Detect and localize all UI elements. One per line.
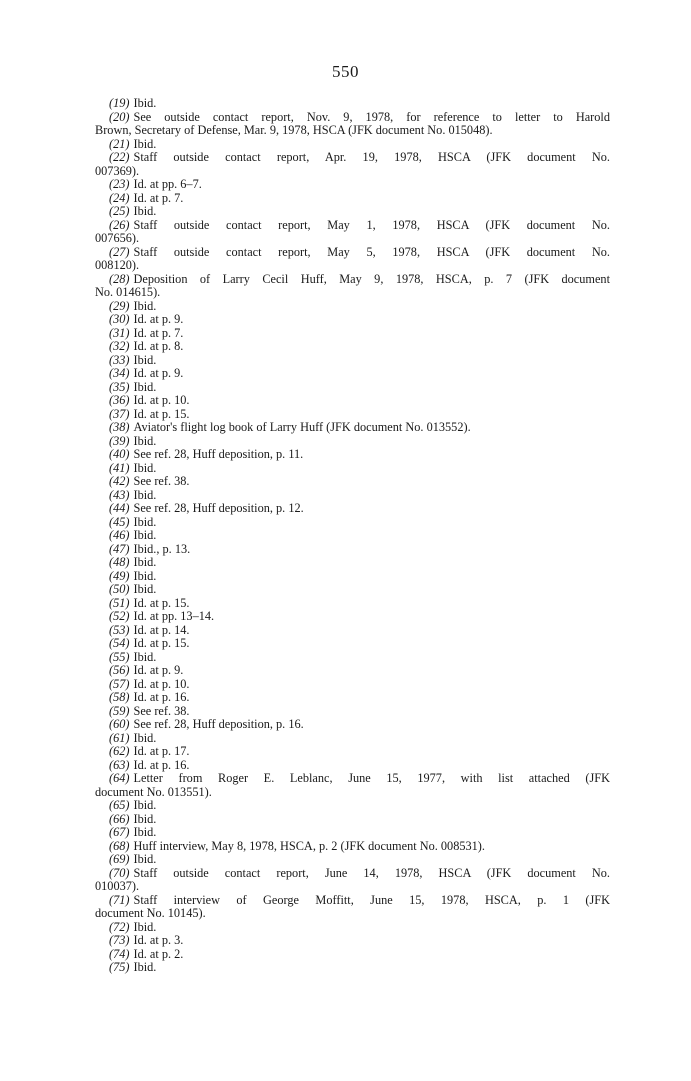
footnote-item [95,421,610,435]
footnote-first-line [95,948,610,962]
footnote-item [95,597,610,611]
footnote-item [95,408,610,422]
footnote-text: Id. at p. 10. [133,393,190,407]
footnote-text: See ref. 28, Huff deposition, p. 12. [133,501,304,515]
footnote-first-line [95,529,610,543]
footnote-item [95,691,610,705]
footnote-item [95,651,610,665]
footnote-first-line [95,759,610,773]
footnote-number: (28) [109,271,130,286]
footnote-text: Ibid. [133,811,157,826]
footnote-item [95,732,610,746]
footnote-list [95,97,610,975]
footnote-first-line [95,799,610,813]
footnote-number: (29) [109,298,130,313]
footnote-number: (43) [109,487,130,502]
footnote-item [95,867,610,894]
footnote-number: (62) [109,744,130,758]
footnote-first-line [95,192,610,206]
footnote-item [95,516,610,530]
footnote-item [95,192,610,206]
footnote-first-line [95,826,610,840]
footnote-item [95,273,610,300]
footnote-number: (60) [109,717,130,731]
footnote-text: Ibid. [133,528,157,542]
footnote-first-line [95,691,610,705]
footnote-first-line [95,813,610,827]
footnote-first-line [95,408,610,422]
footnote-number: (34) [109,366,130,380]
footnote-first-line [95,961,610,975]
footnote-text: Ibid., p. 13. [133,541,191,556]
footnote-first-line [95,610,610,624]
footnote-first-line [95,543,610,557]
footnote-number: (50) [109,582,130,596]
footnote-text: Letter from Roger E. Leblanc, June 15, 1977, with list attached (JFK [133,771,610,785]
footnote-number: (67) [109,825,130,839]
footnote-text: Ibid. [133,487,157,502]
footnote-number: (45) [109,514,130,529]
footnote-item [95,475,610,489]
footnote-number: (31) [109,325,130,340]
footnote-text: Ibid. [133,298,157,313]
footnote-number: (37) [109,406,130,421]
footnote-first-line [95,138,610,152]
footnote-number: (55) [109,649,130,664]
footnote-first-line [95,246,610,260]
footnote-first-line [95,732,610,746]
footnote-number: (64) [109,771,130,785]
footnote-first-line [95,583,610,597]
footnote-item [95,799,610,813]
footnote-number: (53) [109,622,130,637]
footnote-first-line [95,300,610,314]
footnote-item [95,948,610,962]
footnote-item [95,489,610,503]
footnote-first-line [95,853,610,867]
footnote-first-line [95,151,610,165]
footnote-number: (23) [109,177,130,191]
footnote-text: Id. at p. 10. [133,676,190,691]
footnote-text: Staff outside contact report, Apr. 19, 1978, HSCA (JFK document No. [133,150,610,164]
footnote-number: (44) [109,501,130,515]
footnote-first-line [95,705,610,719]
footnote-item [95,367,610,381]
footnote-continuation: 007656). [95,231,140,245]
footnote-first-line [95,111,610,125]
footnote-continuation: 008120). [95,258,140,272]
footnote-item [95,300,610,314]
footnote-text: See ref. 38. [133,474,190,488]
footnote-continuation: Brown, Secretary of Defense, Mar. 9, 1978, HSCA (JFK document No. 015048). [95,123,493,137]
footnote-item [95,813,610,827]
footnote-item [95,853,610,867]
footnote-first-line [95,462,610,476]
footnote-number: (51) [109,595,130,610]
footnote-text: Id. at p. 14. [133,622,190,637]
footnote-text: Aviator's flight log book of Larry Huff (JFK document No. 013552). [133,420,471,434]
footnote-item [95,543,610,557]
footnote-number: (42) [109,474,130,488]
footnote-item [95,556,610,570]
footnote-text: See ref. 28, Huff deposition, p. 16. [133,717,304,731]
footnote-text: See outside contact report, Nov. 9, 1978, for reference to letter to Harold [133,109,610,124]
footnote-first-line [95,556,610,570]
footnote-text: Id. at p. 3. [133,933,184,947]
footnote-first-line [95,205,610,219]
footnote-text: Ibid. [133,379,157,394]
footnote-text: Id. at p. 16. [133,757,190,772]
footnote-text: Ibid. [133,96,157,110]
footnote-first-line [95,327,610,341]
footnote-item [95,961,610,975]
footnote-item [95,246,610,273]
footnote-item [95,354,610,368]
footnote-first-line [95,921,610,935]
footnote-first-line [95,97,610,111]
footnote-item [95,772,610,799]
footnote-text: Id. at p. 16. [133,690,190,704]
footnote-number: (61) [109,730,130,745]
footnote-item [95,502,610,516]
footnote-number: (59) [109,703,130,718]
footnote-first-line [95,597,610,611]
footnote-text: Ibid. [133,352,157,367]
footnote-first-line [95,475,610,489]
footnote-text: Id. at p. 15. [133,406,190,421]
footnote-item [95,718,610,732]
footnote-item [95,826,610,840]
footnote-item [95,205,610,219]
footnote-first-line [95,354,610,368]
footnote-number: (21) [109,136,130,151]
footnote-text: Ibid. [133,568,157,583]
footnote-continuation: 010037). [95,879,140,893]
footnote-item [95,381,610,395]
page-number: 550 [332,62,359,81]
footnote-item [95,921,610,935]
footnote-number: (26) [109,217,130,232]
footnote-first-line [95,570,610,584]
footnote-text: Ibid. [133,555,157,569]
footnote-item [95,583,610,597]
footnote-number: (22) [109,150,130,164]
footnote-item [95,664,610,678]
footnote-item [95,462,610,476]
footnote-item [95,138,610,152]
footnote-item [95,219,610,246]
footnote-number: (70) [109,865,130,880]
footnote-text: Deposition of Larry Cecil Huff, May 9, 1978, HSCA, p. 7 (JFK document [133,271,610,286]
footnote-number: (57) [109,676,130,691]
footnote-number: (35) [109,379,130,394]
footnote-first-line [95,894,610,908]
footnote-first-line [95,381,610,395]
footnote-item [95,97,610,111]
footnote-first-line [95,502,610,516]
footnote-first-line [95,934,610,948]
footnote-item [95,570,610,584]
footnote-item [95,448,610,462]
footnote-first-line [95,718,610,732]
footnote-number: (39) [109,433,130,448]
footnote-number: (56) [109,663,130,677]
footnote-text: Id. at p. 2. [133,946,184,961]
footnote-item [95,624,610,638]
footnote-first-line [95,624,610,638]
footnote-text: Ibid. [133,825,157,839]
footnote-text: Ibid. [133,582,157,596]
footnote-text: Ibid. [133,852,157,866]
footnote-item [95,759,610,773]
footnote-number: (38) [109,420,130,434]
footnote-number: (72) [109,919,130,934]
footnote-number: (65) [109,798,130,812]
footnote-text: Id. at p. 15. [133,636,190,650]
footnote-item [95,678,610,692]
footnote-text: Id. at p. 15. [133,595,190,610]
footnote-text: Staff outside contact report, May 1, 1978, HSCA (JFK document No. [133,217,610,232]
footnote-first-line [95,516,610,530]
footnote-text: Id. at p. 9. [133,312,184,326]
footnote-text: Id. at p. 7. [133,190,184,205]
footnote-first-line [95,772,610,786]
footnote-item [95,637,610,651]
footnote-item [95,840,610,854]
footnote-text: Id. at p. 8. [133,339,184,353]
footnote-item [95,894,610,921]
footnote-text: Ibid. [133,649,157,664]
footnote-item [95,178,610,192]
footnote-first-line [95,273,610,287]
footnote-text: Ibid. [133,460,157,475]
footnote-number: (46) [109,528,130,542]
footnote-item [95,111,610,138]
footnote-text: Ibid. [133,919,157,934]
footnote-number: (52) [109,609,130,623]
footnote-first-line [95,367,610,381]
footnote-first-line [95,840,610,854]
footnote-text: Huff interview, May 8, 1978, HSCA, p. 2 (JFK document No. 008531). [133,838,485,853]
footnote-first-line [95,489,610,503]
footnote-first-line [95,313,610,327]
footnote-text: Ibid. [133,730,157,745]
footnote-item [95,435,610,449]
footnote-first-line [95,637,610,651]
footnote-item [95,610,610,624]
footnote-item [95,394,610,408]
footnote-first-line [95,340,610,354]
footnote-text: Ibid. [133,433,157,448]
footnote-item [95,313,610,327]
footnote-text: Id. at pp. 13–14. [133,609,215,623]
footnote-item [95,340,610,354]
footnote-text: See ref. 28, Huff deposition, p. 11. [133,447,304,461]
footnote-first-line [95,664,610,678]
footnote-first-line [95,178,610,192]
footnote-text: Staff interview of George Moffitt, June 15, 1978, HSCA, p. 1 (JFK [133,892,610,907]
footnote-number: (33) [109,352,130,367]
footnote-number: (73) [109,933,130,947]
footnote-number: (75) [109,960,130,974]
footnote-text: Ibid. [133,514,157,529]
footnote-first-line [95,745,610,759]
footnote-number: (49) [109,568,130,583]
footnote-first-line [95,219,610,233]
footnote-number: (71) [109,892,130,907]
footnote-first-line [95,651,610,665]
footnote-text: Ibid. [133,798,157,812]
footnote-item [95,327,610,341]
footnote-text: Id. at pp. 6–7. [133,177,202,191]
footnote-text: Ibid. [133,204,157,218]
footnote-item [95,151,610,178]
footnote-text: Id. at p. 9. [133,366,184,380]
footnote-text: Staff outside contact report, May 5, 1978, HSCA (JFK document No. [133,244,610,259]
footnote-item [95,529,610,543]
footnote-number: (74) [109,946,130,961]
footnote-number: (58) [109,690,130,704]
footnote-number: (63) [109,757,130,772]
footnote-first-line [95,448,610,462]
footnote-text: Id. at p. 17. [133,744,190,758]
footnote-number: (66) [109,811,130,826]
footnote-item [95,934,610,948]
footnote-number: (47) [109,541,130,556]
footnote-continuation: No. 014615). [95,285,161,299]
footnote-text: See ref. 38. [133,703,190,718]
footnote-number: (40) [109,447,130,461]
footnote-text: Ibid. [133,136,157,151]
footnote-text: Ibid. [133,960,157,974]
footnote-number: (19) [109,96,130,110]
footnote-number: (20) [109,109,130,124]
footnote-number: (30) [109,312,130,326]
footnote-first-line [95,394,610,408]
footnote-first-line [95,678,610,692]
footnote-continuation: document No. 013551). [95,784,212,799]
footnote-text: Id. at p. 7. [133,325,184,340]
footnote-number: (68) [109,838,130,853]
footnote-number: (24) [109,190,130,205]
footnote-number: (36) [109,393,130,407]
footnote-text: Staff outside contact report, June 14, 1978, HSCA (JFK document No. [133,865,610,880]
footnote-number: (54) [109,636,130,650]
footnote-first-line [95,435,610,449]
footnote-number: (25) [109,204,130,218]
footnote-number: (27) [109,244,130,259]
footnote-continuation: 007369). [95,163,140,178]
footnote-continuation: document No. 10145). [95,906,206,920]
footnote-number: (69) [109,852,130,866]
footnote-number: (41) [109,460,130,475]
footnote-first-line [95,867,610,881]
footnote-item [95,705,610,719]
footnote-number: (48) [109,555,130,569]
footnote-item [95,745,610,759]
footnote-first-line [95,421,610,435]
footnote-text: Id. at p. 9. [133,663,184,677]
footnote-number: (32) [109,339,130,353]
